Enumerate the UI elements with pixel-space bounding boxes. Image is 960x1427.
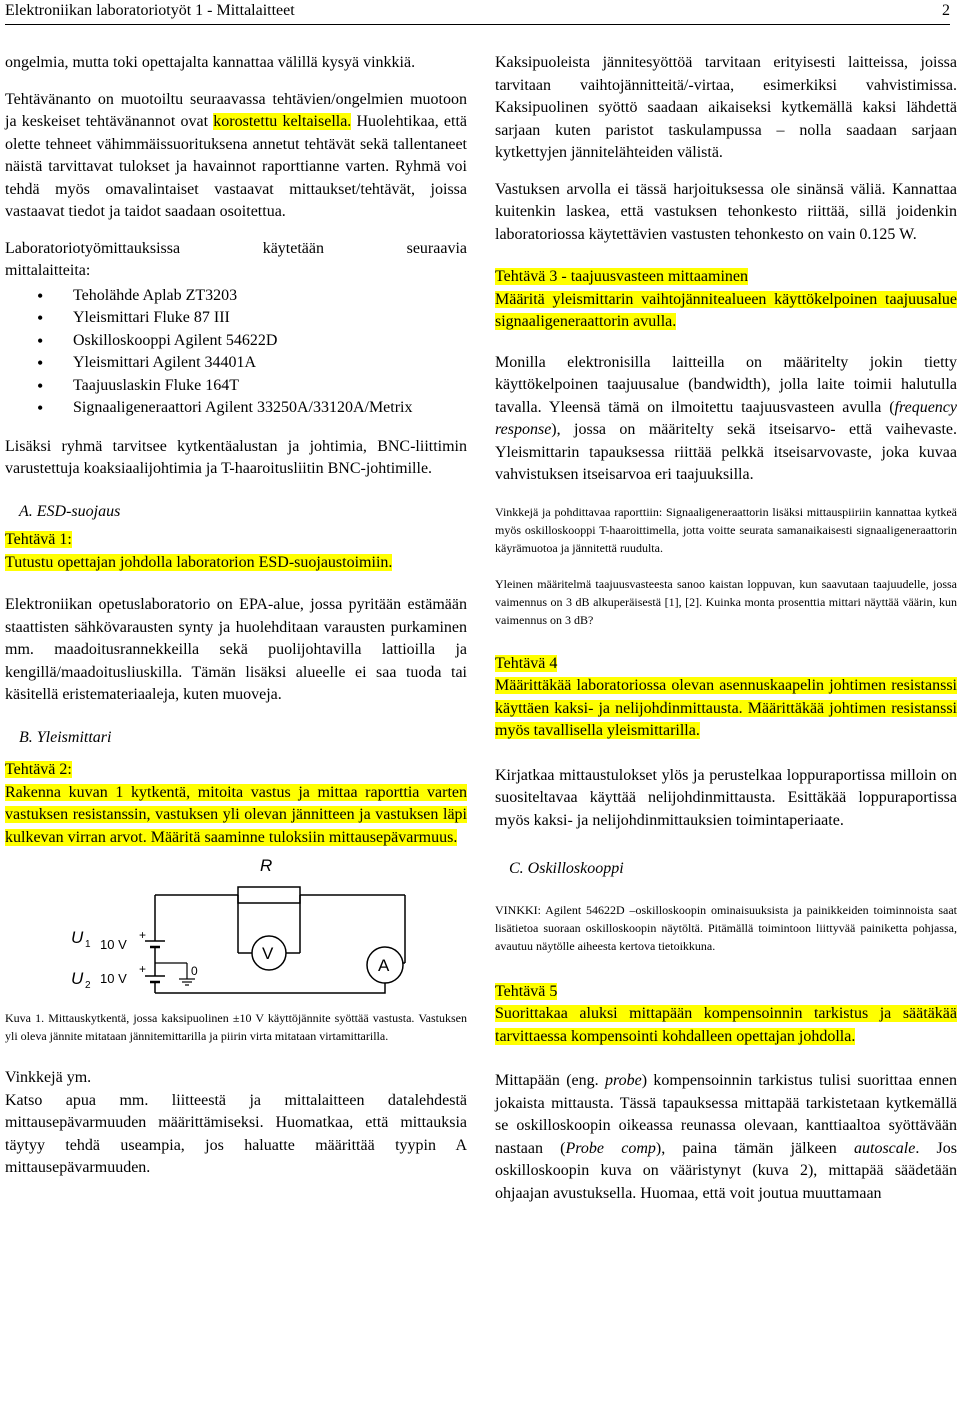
paragraph: Kaksipuoleista jännitesyöttöä tarvitaan erityisesti laitteissa, joissa tarvitaan vaihtojännitteitä/-virtaa, esimerkiksi vahvistimissa. Kaksipuolinen syöttö saadaan aikaiseksi kytkemällä kaksi lähdettä sarjaan kuten paristot taskulampussa – nolla saadaan sarjaan kytkettyjen jännitelähteiden välistä.	[495, 54, 957, 161]
text: . Jos oskilloskoopin kuva on vääristynyt (kuva 2), mittapää säädetään ohjaajan avustuksella. Huomaa, että voit joutua muuttamaan	[495, 1139, 957, 1202]
list-item: • Yleismittari Fluke 87 III	[73, 307, 467, 330]
source-subscript: 1	[85, 939, 91, 950]
highlight-text: korostettu keltaisella.	[213, 113, 352, 130]
paragraph	[5, 89, 467, 224]
voltage-label: 10 V	[100, 971, 127, 986]
circuit-diagram	[5, 853, 467, 1003]
voltage-label: 10 V	[100, 937, 127, 952]
left-column	[5, 52, 467, 1194]
plus-label: +	[139, 928, 147, 942]
text: Mittapään (eng.	[495, 1072, 605, 1089]
task-title	[5, 529, 467, 552]
task-title	[495, 266, 957, 289]
highlight-text: Määritä yleismittarin vaihtojännitealueen käyttökelpoinen taajuusalue signaaligeneraattorin avulla.	[495, 290, 957, 330]
source-subscript: 2	[85, 980, 91, 991]
list-item: • Yleismittari Agilent 34401A	[73, 352, 467, 375]
paragraph: Katso apua mm. liitteestä ja mittalaitteen datalehdestä mittausepävarmuuden määrittämiseksi. Huomatkaa, että mittauksia täytyy tehdä useampia, jos haluatte määrittää tyypin A mittausepävarmuuden.	[5, 1091, 467, 1176]
hint-title: Vinkkejä ym.	[5, 1069, 92, 1086]
source-label: U	[71, 969, 84, 988]
task-title	[495, 653, 957, 676]
hint-paragraph: VINKKI: Agilent 54622D –oskilloskoopin ominaisuuksista ja painikkeiden toiminnoista saat lisätietoa suoraan oskilloskoopin näytöltä. Pitämällä toimintoon liittyvää painiketta pohjassa, avautuu näytölle aiheesta kertova tietoikkuna.	[495, 902, 957, 953]
highlight-text: Tehtävä 3 - taajuusvasteen mittaaminen	[495, 268, 749, 285]
task-text	[495, 1003, 957, 1048]
paragraph: ongelmia, mutta toki opettajalta kannattaa välillä kysyä vinkkiä.	[5, 54, 416, 71]
text: Monilla elektronisilla laitteilla on määritelty jokin tietty käyttökelpoinen taajuusalue (bandwidth), jolla laite toimii halutulla tavalla. Yleensä tämä on ilmoitettu taajuusvasteen avulla (	[495, 353, 957, 416]
voltmeter-label: V	[262, 944, 274, 963]
text: ) kompensoinnin tarkistus tulisi suorittaa ennen jokaista mittausta. Tässä tapauksessa mittapää tarkistetaan kytkemällä se oskilloskoopin oikeassa reunassa olevaan, kanttiaaltoa syöttävään nastaan (	[495, 1072, 958, 1157]
resistor-symbol	[238, 887, 300, 903]
task-title	[5, 759, 467, 782]
task-text	[5, 552, 467, 575]
highlight-text: Tehtävä 2:	[5, 761, 72, 778]
italic-text: probe	[605, 1072, 642, 1089]
circuit-svg	[5, 853, 467, 1003]
hint-paragraph: Vinkkejä ja pohdittavaa raporttiin: Signaaligeneraattorin lisäksi mittauspiiriin kannattaa kytkeä myös oskilloskooppi T-haaroittimella, jotta voitte seurata samanaikaisesti signaaligeneraattorin käyrämuotoa ja jännitettä ruudulta.	[495, 504, 957, 555]
ammeter-label: A	[378, 956, 390, 975]
highlight-text: Suorittakaa aluksi mittapään kompensoinnin tarkistus ja säätäkää tarvittaessa kompensointi kohdalleen opettajan johdolla.	[495, 1005, 957, 1045]
page-number: 2	[942, 2, 950, 19]
italic-text: Probe comp	[565, 1139, 656, 1157]
resistor-label: R	[260, 856, 273, 875]
plus-label: +	[139, 962, 147, 976]
list-item: • Taajuuslaskin Fluke 164T	[73, 375, 467, 398]
list-item: • Teholähde Aplab ZT3203	[73, 285, 467, 308]
paragraph: Elektroniikan opetuslaboratorio on EPA-alue, jossa pyritään estämään staattisten sähkövarausten synty ja huolehditaan varausten purkaminen mm. maadoitusrannekkeilla sekä puolijohtavilla lattioilla ja kengillä/maadoitusliuskilla. Tämän lisäksi alueelle ei saa tuoda tai käsitellä eristemateriaaleja, kuten muoveja.	[5, 596, 467, 703]
paragraph	[495, 352, 957, 487]
figure-caption: Kuva 1. Mittauskytkentä, jossa kaksipuolinen ±10 V käyttöjännite syöttää vastusta. Vastuksen yli oleva jännite mitataan jännitemittarilla ja piirin virta mitataan virtamittarilla.	[5, 1011, 467, 1043]
highlight-text: Tehtävä 4	[495, 654, 558, 672]
paragraph: Vastuksen arvolla ei tässä harjoituksessa ole sinänsä väliä. Kannattaa kuitenkin laskea, että vastuksen tehonkesto riittää, sillä joidenkin laboratoriossa käytettävien vastusten tehonkesto on vain 0.125 W.	[495, 180, 957, 243]
page-header	[5, 0, 950, 25]
source-label: U	[71, 928, 84, 947]
text: Tehtävänanto on muotoiltu seuraavassa tehtävien/ongelmien muotoon ja keskeiset tehtävänannot ovat	[5, 90, 467, 130]
task-text	[495, 675, 957, 743]
ground-label: 0	[191, 964, 198, 978]
text: ), paina tämän jälkeen	[655, 1139, 854, 1157]
list-item: • Signaaligeneraattori Agilent 33250A/33120A/Metrix	[73, 397, 467, 420]
instrument-list	[5, 285, 467, 420]
paragraph: mittalaitteita:	[5, 262, 91, 279]
section-heading: B. Yleismittari	[19, 728, 112, 746]
list-item: • Oskilloskooppi Agilent 54622D	[73, 330, 467, 353]
header-title: Elektroniikan laboratoriotyöt 1 - Mittalaitteet	[5, 2, 295, 19]
highlight-text: Tutustu opettajan johdolla laboratorion ESD-suojaustoimiin.	[5, 553, 393, 571]
paragraph	[495, 1070, 957, 1205]
paragraph: Kirjatkaa mittaustulokset ylös ja perustelkaa loppuraportissa milloin on suositeltavaa käyttää nelijohdinmittausta. Esittäkää loppuraportissa myös kaksi- ja nelijohdinmittauksien toimintaperiaate.	[495, 766, 957, 829]
task-text	[5, 782, 467, 850]
text: Huolehtikaa, että olette tehneet vähimmäissuorituksena annetut tehtävät sekä tallentaneet näistä tarvittavat tulokset ja havainnot raporttianne varten. Ryhmä voi tehdä myös omavalintaiset vastaavat mittaukset/tehtävät, joissa vastaavat tiedot ja taidot saadaan osoitettua.	[5, 113, 467, 220]
italic-text: autoscale	[854, 1139, 916, 1157]
paragraph: Lisäksi ryhmä tarvitsee kytkentäalustan ja johtimia, BNC-liittimin varustettuja koaksiaalijohtimia ja T-haaroitusliitin BNC-johtimille.	[5, 437, 467, 477]
highlight-text: Tehtävä 5	[495, 982, 558, 1000]
hint-paragraph: Yleinen määritelmä taajuusvasteesta sanoo kaistan loppuvan, kun saavutaan taajuudelle, jossa vaimennus on 3 dB alkuperäisestä [1], [2]. Kuinka monta prosenttia mittari näyttää väärin, kun vaimennus on 3 dB?	[495, 576, 957, 627]
section-heading: A. ESD-suojaus	[19, 502, 121, 520]
text: ), jossa on määritelty sekä itseisarvo- että vaihevaste. Yleismittarin tapauksessa riittää pelkkä itseisarvovaste, joka kuvaa vahvistuksen itseisarvoa eri taajuuksilla.	[495, 421, 957, 483]
paragraph: Laboratoriotyömittauksissa käytetään seuraavia	[5, 239, 467, 257]
right-column	[495, 52, 957, 1219]
italic-text: frequency response	[495, 398, 957, 438]
task-title	[495, 981, 957, 1004]
highlight-text: Määrittäkää laboratoriossa olevan asennuskaapelin johtimen resistanssi käyttäen kaksi- ja nelijohdinmittausta. Määrittäkää johtimen resistanssi myös tavallisella yleismittarilla.	[495, 677, 957, 739]
highlight-text: Rakenna kuvan 1 kytkentä, mitoita vastus ja mittaa raporttia varten vastuksen resistanssin, vastuksen yli olevan jännitteen ja vastuksen läpi kulkevan virran arvot. Määritä saaminne tuloksiin mittausepävarmuus.	[5, 783, 467, 846]
task-text	[495, 289, 957, 334]
section-heading: C. Oskilloskooppi	[509, 860, 624, 877]
highlight-text: Tehtävä 1:	[5, 531, 72, 548]
